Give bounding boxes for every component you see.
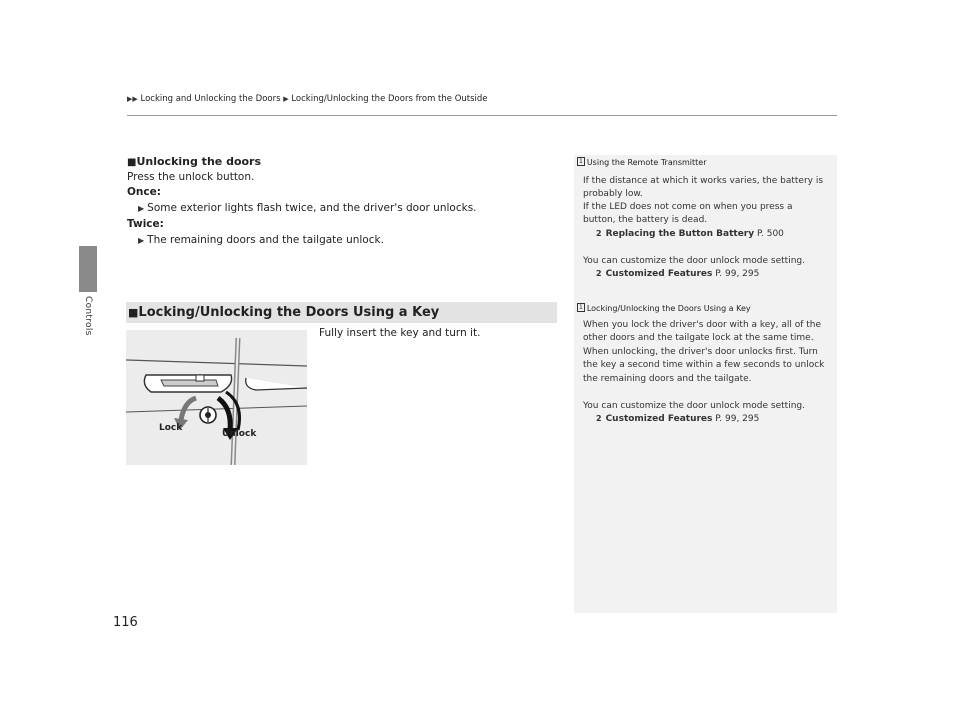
xref-customized-key-page: P. 99, 295 [715, 414, 760, 424]
note-number-icon: 1 [579, 304, 583, 311]
twice-label: Twice: [127, 218, 164, 230]
door-handle-drawing [126, 330, 307, 465]
section-header-key-title: Locking/Unlocking the Doors Using a Key [138, 305, 440, 320]
breadcrumb-current: Locking/Unlocking the Doors from the Outside [291, 94, 488, 104]
note-key-line: When unlocking, the driver's door unlocks first. Turn [583, 347, 818, 357]
note-key-line: When you lock the driver's door with a key, all of the [583, 320, 822, 330]
note-key-line: the remaining doors and the tailgate. [583, 374, 752, 384]
key-instruction: Fully insert the key and turn it. [319, 327, 481, 339]
note-remote-customize: You can customize the door unlock mode setting. [583, 256, 805, 266]
twice-result-text: The remaining doors and the tailgate unlock. [147, 234, 384, 246]
header-divider [127, 115, 837, 116]
breadcrumb-arrow-icon: ▶ [283, 95, 289, 103]
xref-customized-title: Customized Features [605, 269, 713, 279]
note-key-title-text: Locking/Unlocking the Doors Using a Key [586, 304, 751, 313]
note-remote-line: button, the battery is dead. [583, 215, 708, 225]
page-number: 116 [113, 615, 138, 630]
cross-reference-icon: 2 [596, 269, 602, 278]
breadcrumb-arrow-icon: ▶▶ [127, 95, 138, 103]
unlock-heading-text: Unlocking the doors [136, 155, 262, 168]
note-key-line: the key a second time within a few seconds to unlock [583, 360, 825, 370]
twice-result [138, 234, 384, 246]
note-remote-line: If the LED does not come on when you press a [583, 202, 793, 212]
breadcrumb [127, 94, 488, 104]
note-number-icon: 1 [579, 158, 583, 165]
xref-customized-key[interactable] [596, 414, 759, 424]
result-arrow-icon: ▶ [138, 236, 145, 245]
note-remote-title-text: Using the Remote Transmitter [586, 158, 707, 167]
once-label: Once: [127, 186, 161, 198]
once-result-text: Some exterior lights flash twice, and the driver's door unlocks. [147, 202, 477, 214]
note-remote-line: If the distance at which it works varies, the battery is [583, 176, 824, 186]
unlock-intro: Press the unlock button. [127, 171, 255, 183]
cross-reference-icon: 2 [596, 414, 602, 423]
heading-square-icon: ■ [127, 157, 137, 168]
result-arrow-icon: ▶ [138, 204, 145, 213]
chapter-tab-label: Controls [83, 296, 93, 336]
note-key-line: other doors and the tailgate lock at the same time. [583, 333, 814, 343]
chapter-tab [79, 246, 97, 292]
xref-customized-page: P. 99, 295 [715, 269, 760, 279]
section-square-icon: ■ [128, 306, 139, 319]
xref-battery-title: Replacing the Button Battery [605, 229, 755, 239]
xref-battery[interactable] [596, 229, 784, 239]
note-remote-title [577, 158, 707, 167]
note-remote-line: probably low. [583, 189, 643, 199]
note-key-customize: You can customize the door unlock mode setting. [583, 401, 805, 411]
unlock-heading [127, 155, 261, 168]
cross-reference-icon: 2 [596, 229, 602, 238]
xref-customized-remote[interactable] [596, 269, 759, 279]
breadcrumb-link-locking[interactable]: Locking and Unlocking the Doors [140, 94, 281, 104]
xref-battery-page: P. 500 [756, 229, 784, 239]
once-result [138, 202, 477, 214]
unlock-label: Unlock [222, 429, 257, 439]
door-handle-illustration [126, 330, 307, 465]
xref-customized-key-title: Customized Features [605, 414, 713, 424]
lock-label: Lock [159, 423, 183, 433]
section-header-key [126, 302, 557, 323]
note-key-title [577, 304, 751, 313]
